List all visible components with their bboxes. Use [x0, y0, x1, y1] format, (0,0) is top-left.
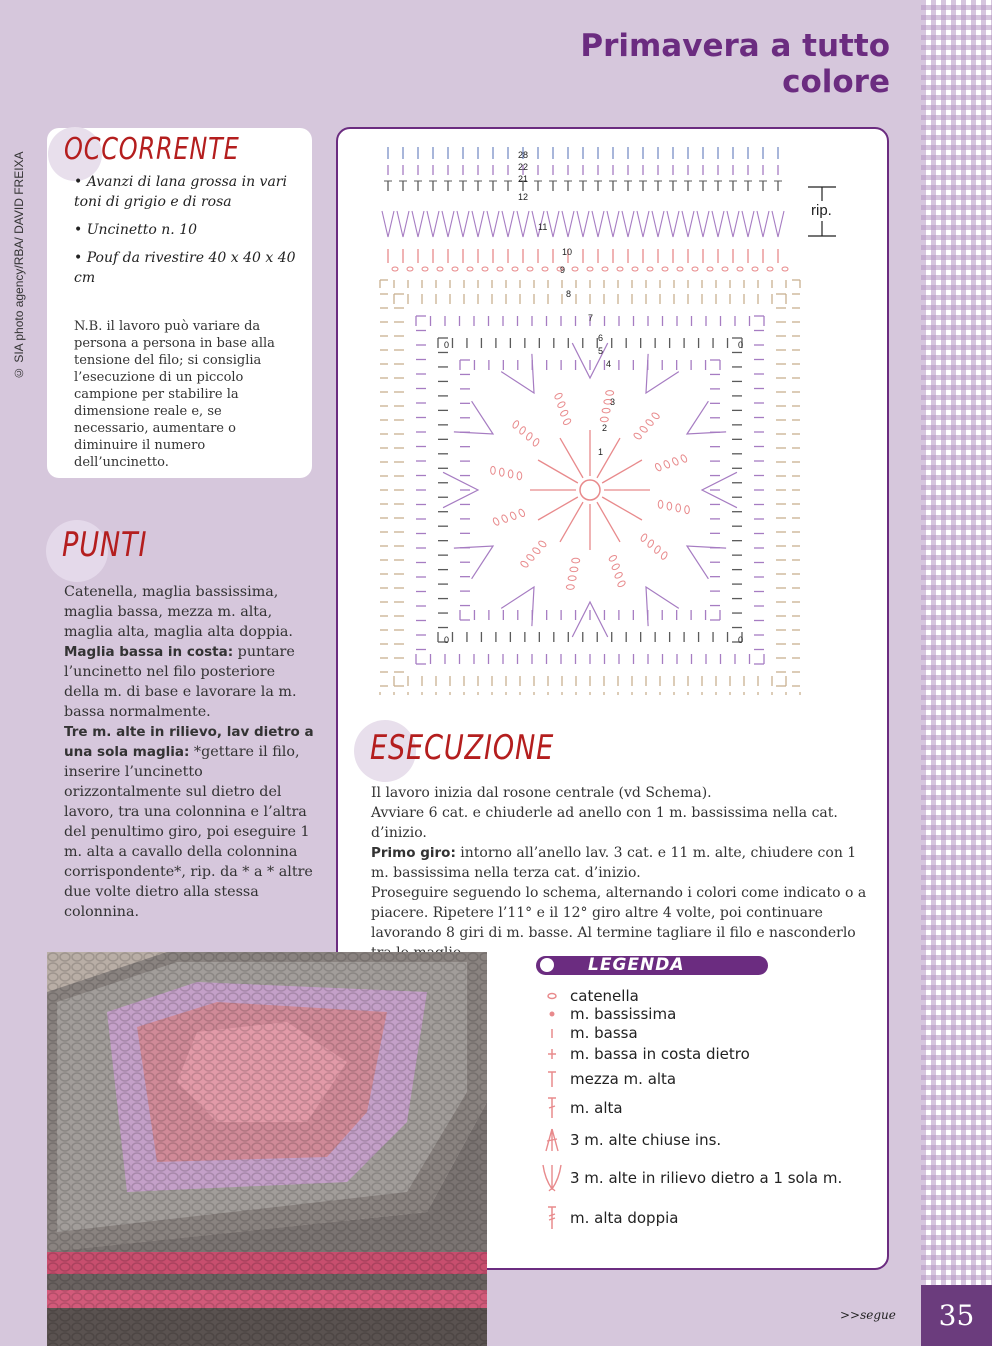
stitch-mark	[607, 211, 619, 237]
stitch-mark	[602, 497, 642, 520]
legend-label: m. alta doppia	[570, 1209, 679, 1227]
round-label: 2	[602, 423, 608, 433]
legend-label: mezza m. alta	[570, 1070, 677, 1088]
stitch-mark	[677, 267, 683, 271]
stitch-mark	[519, 426, 527, 435]
stitch-mark	[497, 267, 503, 271]
round-label: 0	[444, 340, 450, 350]
stitch-mark	[518, 508, 526, 517]
half-double-icon	[536, 1069, 568, 1089]
round-label: 22	[518, 162, 529, 172]
punti-text	[64, 582, 314, 922]
stitch-mark	[501, 587, 534, 626]
stitch-mark	[512, 420, 520, 429]
stitch-mark	[737, 267, 743, 271]
legend-title: LEGENDA	[588, 955, 685, 975]
single-crochet-icon	[536, 1026, 568, 1040]
legend-label: m. bassa in costa dietro	[570, 1045, 750, 1063]
legend-item-relief	[536, 1168, 842, 1188]
stitch-mark	[452, 267, 458, 271]
stitch-mark	[667, 502, 672, 510]
stitch-mark	[437, 267, 443, 271]
slip-stitch-icon	[536, 1009, 568, 1019]
stitch-mark	[727, 211, 739, 237]
stitch-mark	[687, 546, 726, 579]
exec-line: Proseguire seguendo lo schema, alternando i colori come indicato o a piacere. Ripetere l’11° e il 12° giro altre 4 volte, poi continuare lavorando 8 giri di m. basse. Al termine tagliare il filo e nasconderlo	[371, 885, 867, 941]
stitch-mark	[509, 511, 517, 520]
legend-label: 3 m. alte in rilievo dietro a 1 sola m.	[570, 1169, 843, 1187]
stitch-mark	[560, 409, 569, 417]
stitch-mark	[663, 460, 671, 469]
exec-line: intorno all’anello lav. 3 cat. e 11 m. alte, chiudere con 1 m. bassissima nella terza cat. d’inizio.	[371, 845, 857, 881]
stitch-mark	[572, 267, 578, 271]
stitch-mark	[707, 267, 713, 271]
stitch-mark	[538, 540, 547, 548]
double-icon	[536, 1096, 568, 1120]
stitch-mark	[602, 408, 610, 413]
occorrente-list	[74, 172, 304, 296]
round-label: 10	[562, 247, 573, 257]
legend-label: 3 m. alte chiuse ins.	[570, 1131, 722, 1149]
stitch-mark	[637, 211, 649, 237]
esecuzione-text	[371, 783, 876, 963]
legend-item-double	[536, 1098, 623, 1118]
stitch-mark	[512, 267, 518, 271]
punti-heading: PUNTI	[62, 525, 148, 565]
round-label: 8	[566, 289, 572, 299]
legend-item-treble	[536, 1208, 678, 1228]
stitch-mark	[557, 401, 566, 409]
gingham-strip	[921, 0, 992, 1346]
stitch-mark	[742, 211, 754, 237]
stitch-mark	[508, 470, 513, 478]
stitch-mark	[662, 267, 668, 271]
stitch-mark	[520, 560, 529, 568]
stitch-mark	[397, 211, 409, 237]
pouf-photo	[47, 952, 487, 1346]
exec-line: Avviare 6 cat. e chiuderle ad anello con 1 m. bassissima nella cat. d’inizio.	[371, 805, 838, 841]
legend-item-chain	[536, 986, 639, 1006]
stitch-mark	[566, 585, 574, 590]
stitch-mark	[617, 580, 626, 588]
round-label: 3	[610, 397, 616, 407]
stitch-mark	[427, 211, 439, 237]
stitch-mark	[697, 211, 709, 237]
stitch-mark	[608, 554, 617, 562]
punti-desc: *gettare il filo, inserire l’uncinetto orizzontalmente sul dietro del lavoro, tra una colonnina e l’altra del penultimo giro, poi eseguire 1 m. alta a cavallo della colonnina corrispondente*, rip. da * a * altre due volte dietro alla stessa colonnina.	[64, 744, 313, 920]
page-title: Primavera a tutto colore	[580, 28, 890, 100]
stitch-mark	[660, 551, 668, 560]
stitch-mark	[645, 419, 654, 427]
round-label: 0	[738, 635, 744, 645]
stitch-mark	[502, 211, 514, 237]
stitch-mark	[712, 211, 724, 237]
list-item: • Uncinetto n. 10	[74, 222, 198, 238]
stitch-mark	[653, 545, 661, 554]
stitch-mark	[467, 267, 473, 271]
stitch-mark	[382, 211, 394, 237]
exec-term: Primo giro:	[371, 845, 456, 861]
stitch-mark	[526, 553, 535, 561]
stitch-mark	[640, 533, 648, 542]
round-label: 5	[598, 346, 604, 356]
stitch-mark	[577, 211, 589, 237]
stitch-mark	[647, 539, 655, 548]
stitch-mark	[687, 401, 726, 434]
stitch-mark	[532, 547, 541, 555]
stitch-mark	[646, 354, 679, 393]
stitch-mark	[606, 391, 614, 396]
round-label: 9	[560, 265, 566, 275]
stitch-mark	[501, 514, 509, 523]
page-number: 35	[921, 1285, 992, 1346]
stitch-mark	[501, 354, 534, 393]
stitch-mark	[646, 587, 679, 626]
stitch-mark	[654, 462, 662, 471]
stitch-mark	[492, 517, 500, 526]
stitch-mark	[517, 472, 522, 480]
legend-label: m. bassissima	[570, 1005, 677, 1023]
round-label: 12	[518, 192, 529, 202]
treble-icon	[536, 1205, 568, 1231]
crochet-chart	[340, 135, 840, 695]
stitch-mark	[560, 502, 583, 542]
stitch-mark	[532, 438, 540, 447]
legend-label: catenella	[570, 987, 639, 1005]
legend-item-slip-stitch	[536, 1004, 676, 1024]
stitch-mark	[722, 267, 728, 271]
pouf-illustration	[47, 952, 487, 1346]
stitch-mark	[676, 504, 681, 512]
stitch-mark	[538, 460, 578, 483]
stitch-mark	[412, 211, 424, 237]
cluster-icon	[536, 1127, 568, 1153]
legend-item-cluster	[536, 1130, 721, 1150]
round-label: 4	[606, 359, 612, 369]
stitch-mark	[614, 571, 623, 579]
stitch-mark	[562, 418, 571, 426]
round-label: 0	[444, 635, 450, 645]
center-ring	[580, 480, 600, 500]
stitch-mark	[667, 211, 679, 237]
esecuzione-heading: ESECUZIONE	[370, 728, 555, 768]
stitch-mark	[542, 267, 548, 271]
round-label: 28	[518, 150, 529, 160]
stitch-mark	[767, 267, 773, 271]
stitch-mark	[633, 432, 642, 440]
stitch-mark	[554, 392, 563, 400]
sc-back-loop-icon	[536, 1047, 568, 1061]
stitch-mark	[454, 546, 493, 579]
stitch-mark	[671, 457, 679, 466]
stitch-mark	[527, 267, 533, 271]
stitch-mark	[632, 267, 638, 271]
stitch-mark	[647, 267, 653, 271]
stitch-mark	[457, 211, 469, 237]
stitch-mark	[525, 432, 533, 441]
stitch-mark	[407, 267, 413, 271]
punti-intro: Catenella, maglia bassissima, maglia bassa, mezza m. alta, maglia alta, maglia alta doppia.	[64, 584, 293, 640]
stitch-mark	[592, 211, 604, 237]
stitch-mark	[682, 211, 694, 237]
stitch-mark	[392, 267, 398, 271]
stitch-mark	[491, 466, 496, 474]
stitch-mark	[422, 267, 428, 271]
stitch-mark	[517, 211, 529, 237]
stitch-mark	[692, 267, 698, 271]
stitch-mark	[560, 438, 583, 478]
relief-icon	[536, 1163, 568, 1193]
stitch-mark	[602, 460, 642, 483]
round-label: 6	[598, 333, 604, 343]
stitch-mark	[454, 401, 493, 434]
round-label: 11	[538, 222, 548, 232]
photo-credit: © SIA photo agency/RBA/ DAVID FREIXA	[12, 151, 26, 380]
stitch-mark	[572, 558, 580, 563]
stitch-mark	[597, 502, 620, 542]
punti-desc: puntare l’uncinetto nel filo posteriore della m. di base e lavorare la m. bassa normalmente.	[64, 644, 297, 720]
stitch-mark	[757, 211, 769, 237]
legend-label: m. alta	[570, 1099, 623, 1117]
punti-term: Tre m. alte in rilievo, lav dietro a una sola maglia:	[64, 724, 314, 760]
stitch-mark	[562, 211, 574, 237]
rep-label: rip.	[811, 202, 832, 219]
chain-icon	[536, 991, 568, 1001]
stitch-mark	[600, 417, 608, 422]
stitch-mark	[587, 267, 593, 271]
round-label: 21	[518, 174, 529, 184]
stitch-mark	[772, 211, 784, 237]
round-label: 1	[598, 447, 604, 457]
stitch-mark	[782, 267, 788, 271]
stitch-mark	[482, 267, 488, 271]
continue-note: >>segue	[840, 1308, 896, 1322]
stitch-mark	[499, 468, 504, 476]
stitch-mark	[547, 211, 559, 237]
stitch-mark	[570, 567, 578, 572]
round-label: 0	[738, 340, 744, 350]
legend-dot	[540, 958, 554, 972]
stitch-mark	[617, 267, 623, 271]
stitch-mark	[685, 506, 690, 514]
round-label: 7	[588, 313, 594, 323]
stitch-mark	[442, 211, 454, 237]
stitch-mark	[602, 267, 608, 271]
stitch-mark	[680, 454, 688, 463]
legend-item-single-crochet	[536, 1023, 638, 1043]
stitch-mark	[752, 267, 758, 271]
legend-item-half-double	[536, 1069, 676, 1089]
occorrente-note: N.B. il lavoro può variare da persona a persona in base alla tensione del filo; si consiglia l’esecuzione di un piccolo campione per stabilire la dimensione reale e, se necessario, aumentare o diminuire il numero dell’uncinetto.	[74, 319, 275, 470]
stitch-mark	[652, 211, 664, 237]
exec-line: Il lavoro inizia dal rosone centrale (vd Schema).	[371, 785, 712, 801]
list-item: • Avanzi di lana grossa in vari toni di grigio e di rosa	[74, 174, 287, 210]
legend-item-sc-back-loop	[536, 1044, 750, 1064]
stitch-mark	[538, 497, 578, 520]
stitch-mark	[568, 576, 576, 581]
stitch-mark	[472, 211, 484, 237]
stitch-mark	[639, 425, 648, 433]
legend-label: m. bassa	[570, 1024, 638, 1042]
stitch-mark	[622, 211, 634, 237]
stitch-mark	[651, 412, 660, 420]
stitch-mark	[658, 500, 663, 508]
list-item: • Pouf da rivestire 40 x 40 x 40 cm	[74, 250, 296, 286]
occorrente-heading: OCCORRENTE	[64, 132, 240, 167]
punti-term: Maglia bassa in costa:	[64, 644, 234, 660]
stitch-mark	[597, 438, 620, 478]
stitch-mark	[487, 211, 499, 237]
stitch-mark	[611, 563, 620, 571]
